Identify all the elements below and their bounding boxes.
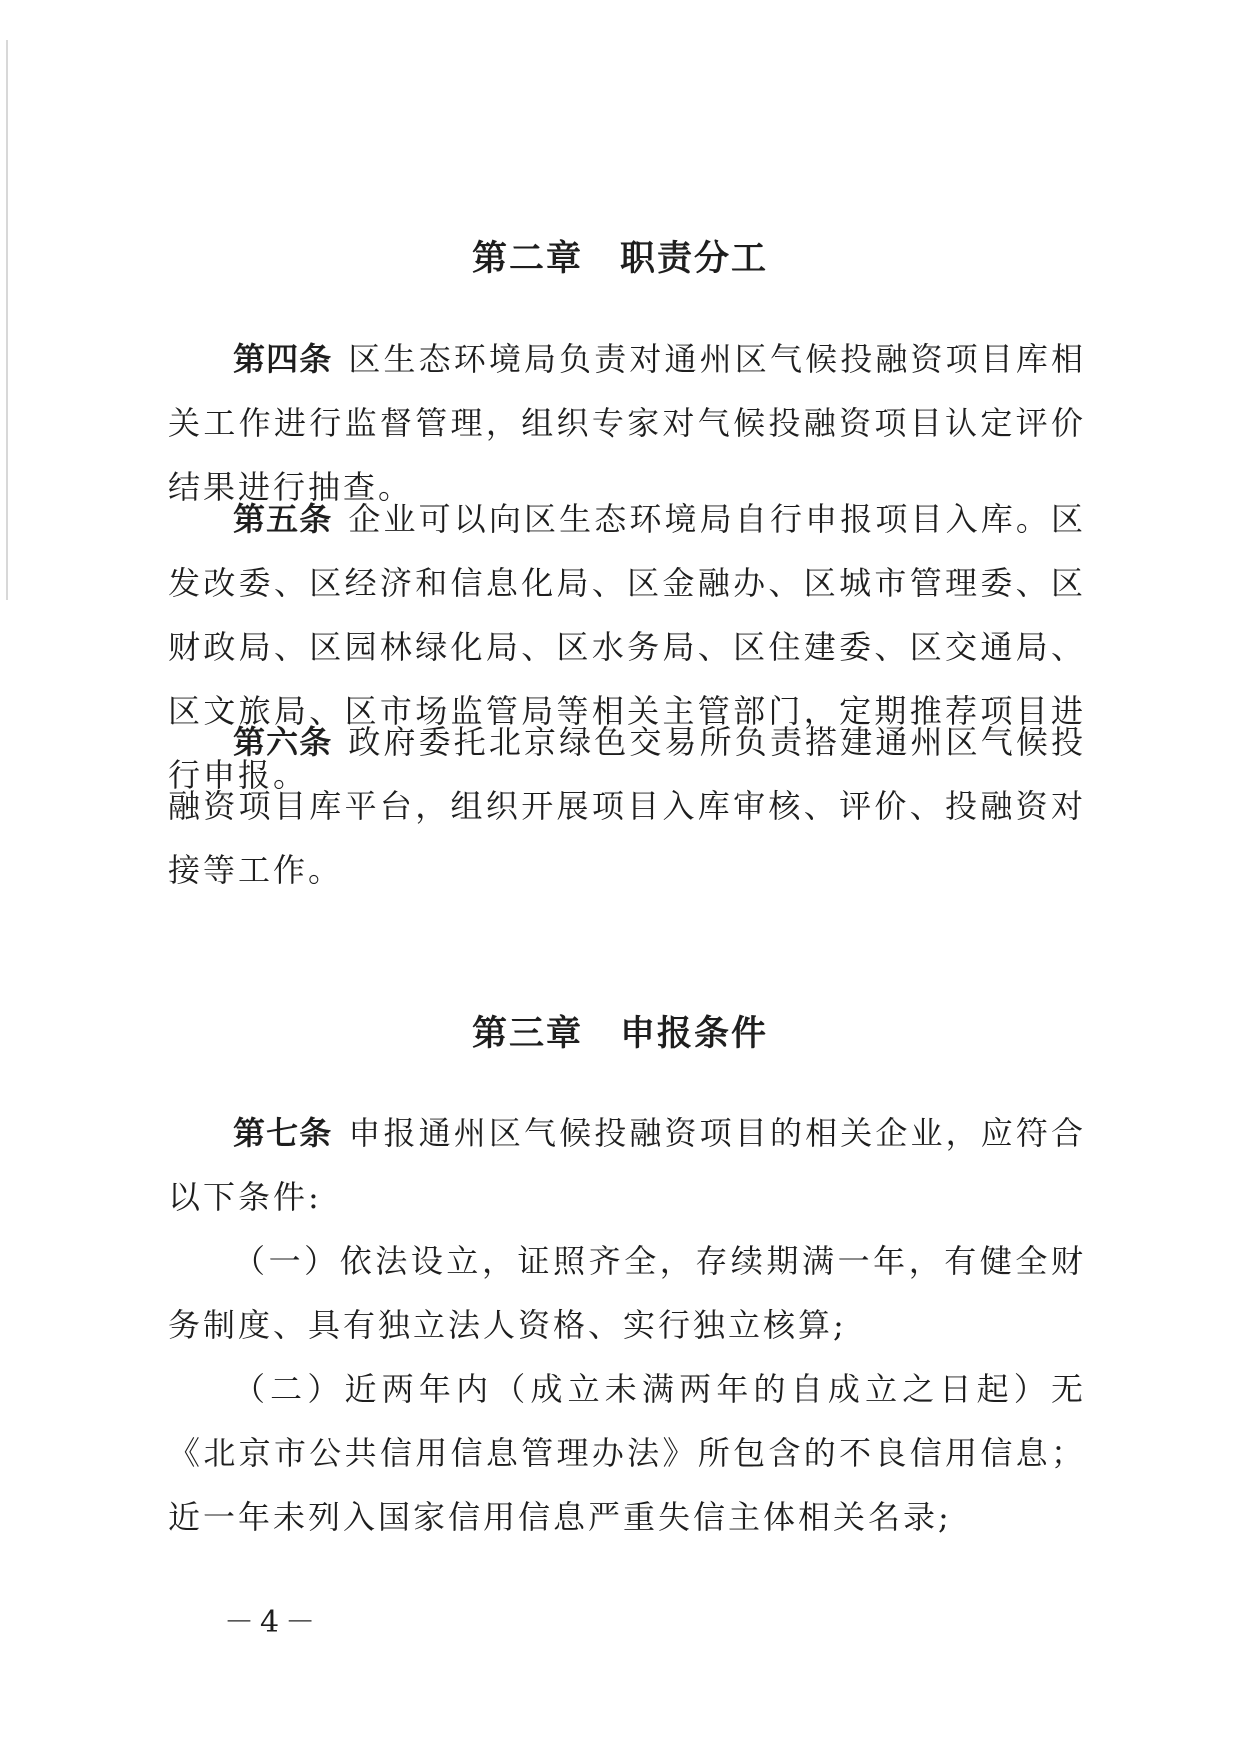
article-6-number: 第六条 xyxy=(233,723,333,761)
condition-item-1: （一）依法设立，证照齐全，存续期满一年，有健全财务制度、具有独立法人资格、实行独立核算; xyxy=(168,1242,1086,1344)
article-7 xyxy=(168,1101,1086,1229)
article-6-text: 政府委托北京绿色交易所负责搭建通州区气候投融资项目库平台，组织开展项目入库审核、评价、投融资对接等工作。 xyxy=(168,723,1086,889)
scan-edge-line xyxy=(6,40,8,600)
article-5-text: 企业可以向区生态环境局自行申报项目入库。区发改委、区经济和信息化局、区金融办、区城市管理委、区财政局、区园林绿化局、区水务局、区住建委、区交通局、区文旅局、区市场监管局等相关主管部门，定期推荐项目进行申报。 xyxy=(168,500,1086,794)
article-7-number: 第七条 xyxy=(233,1114,333,1152)
chapter-three-heading: 第三章 申报条件 xyxy=(471,1014,768,1054)
article-5-number: 第五条 xyxy=(233,500,333,538)
article-4-number: 第四条 xyxy=(233,340,333,378)
condition-item-2: （二）近两年内（成立未满两年的自成立之日起）无《北京市公共信用信息管理办法》所包含的不良信用信息；近一年未列入国家信用信息严重失信主体相关名录; xyxy=(168,1370,1086,1536)
page-number: －4－ xyxy=(224,1605,322,1640)
article-7-text: 申报通州区气候投融资项目的相关企业，应符合以下条件: xyxy=(168,1114,1086,1216)
article-4-text: 区生态环境局负责对通州区气候投融资项目库相关工作进行监督管理，组织专家对气候投融资项目认定评价结果进行抽查。 xyxy=(168,340,1086,506)
chapter-two-heading: 第二章 职责分工 xyxy=(471,239,768,279)
article-6 xyxy=(168,710,1086,902)
